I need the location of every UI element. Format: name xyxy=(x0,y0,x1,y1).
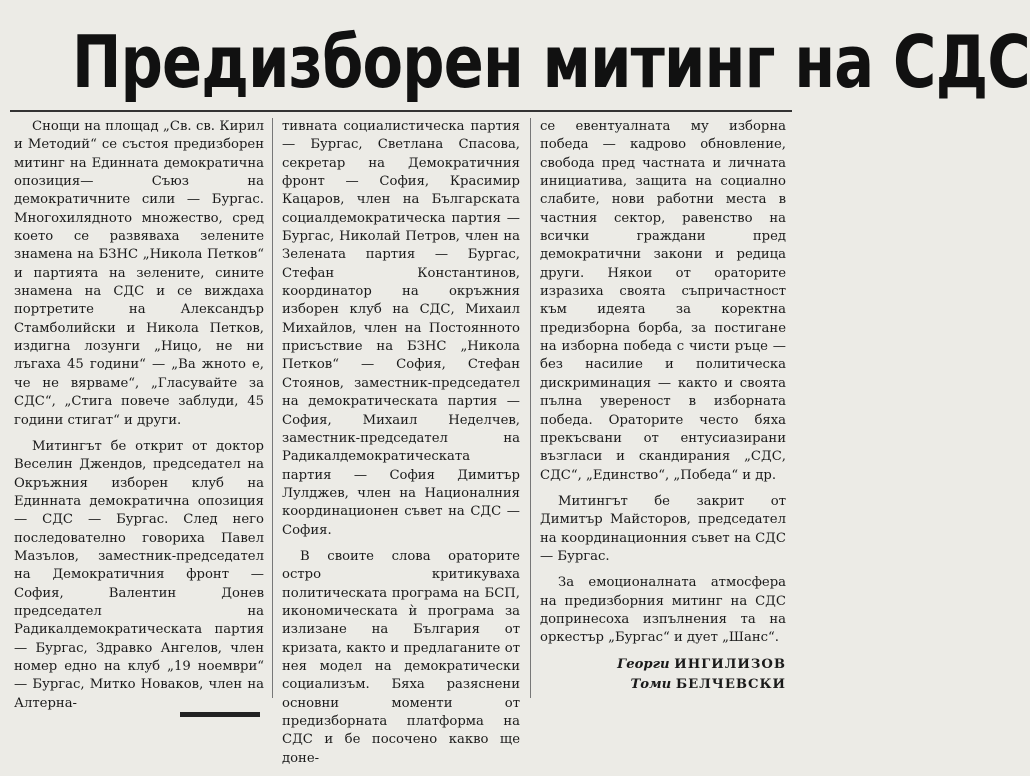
paragraph: В своите слова ораторите остро критикуваха политическата програма на БСП, икономическата ѝ програма за излизане на България от кризата, както и предлаганите от нея модел на демократически социализъм. Бяха разяснени основни моменти от предизборната платформа на СДС и бе посочено какво ще доне- xyxy=(282,548,520,766)
headline: Предизборен митинг на СДС xyxy=(72,20,1030,104)
column-3 xyxy=(540,118,786,694)
author-surname: ИНГИЛИЗОВ xyxy=(674,656,786,672)
column-divider xyxy=(530,118,531,698)
paragraph: се евентуалната му изборна победа — кадрово обновление, свобода пред частната и личната инициатива, защита на социално слабите, нови работни места в частния сектор, равенство на всички граждани пред демократични закони и редица други. Някои от ораторите изразиха своята съпричастност към идеята за коректна предизборна борба, за постигане на изборна победа с чисти ръце — без насилие и политическа дискриминация — както и своята пълна увереност в изборната победа. Ораторите често бяха прекъсвани от ентусиазирани възгласи и скандирания „СДС, СДС“, „Единство“, „Победа“ и др. xyxy=(540,119,786,483)
headline-rule xyxy=(10,110,792,112)
column-divider xyxy=(272,118,273,698)
bottom-fragment xyxy=(180,712,260,729)
author-first-name: Георги xyxy=(617,656,670,672)
paragraph: Митингът бе открит от доктор Веселин Джендов, председател на Окръжния изборен клуб на Единната демократична опозиция — СДС — Бургас. След него последователно говориха Павел Мазълов, заместник-председател на Демократичния фронт — София, Валентин Донев председател на Радикалдемократическата партия — Бургас, Здравко Ангелов, член номер едно на клуб „19 ноември“ — Бургас, Митко Новаков, член на Алтерна- xyxy=(14,438,264,711)
column-2 xyxy=(282,118,520,776)
column-1 xyxy=(14,118,264,721)
byline-1 xyxy=(540,656,786,674)
paragraph: Снощи на площад „Св. св. Кирил и Методий“ се състоя предизборен митинг на Единната демократична опозиция— Съюз на демократичните сили — Бургас. Многохилядното множество, сред което се развяваха зелените знамена на БЗНС „Никола Петков“ и партията на зелените, сините знамена на СДС и се виждаха портретите на Александър Стамболийски и Никола Петков, издигна лозунги „Ницо, не ни лъгаха 45 години“ — „Ва жното е, че не вярваме“, „Гласувайте за СДС“, „Стига повече заблуди, 45 години стигат“ и други. xyxy=(14,119,264,428)
byline-2 xyxy=(540,676,786,694)
paragraph: тивната социалистическа партия — Бургас, Светлана Спасова, секретар на Демократичния фронт — София, Красимир Кацаров, член на Българската социалдемократическа партия — Бургас, Николай Петров, член на Зелената партия — Бургас, Стефан Константинов, координатор на окръжния изборен клуб на СДС, Михаил Михайлов, член на Постоянното присъствие на БЗНС „Никола Петков“ — София, Стефан Стоянов, заместник-председател на демократическата партия — София, Михаил Неделчев, заместник-председател на Радикалдемократическата партия — София Димитър Лулджев, член на Националния координационен съвет на СДС — София. xyxy=(282,119,520,538)
author-surname: БЕЛЧЕВСКИ xyxy=(675,676,786,692)
paragraph: За емоционалната атмосфера на предизборния митинг на СДС допринесоха изпълнения та на оркестър „Бургас“ и дует „Шанс“. xyxy=(540,575,786,646)
author-first-name: Томи xyxy=(630,676,672,692)
paragraph: Митингът бе закрит от Димитър Майсторов, председател на координационния съвет на СДС — Бургас. xyxy=(540,493,786,564)
